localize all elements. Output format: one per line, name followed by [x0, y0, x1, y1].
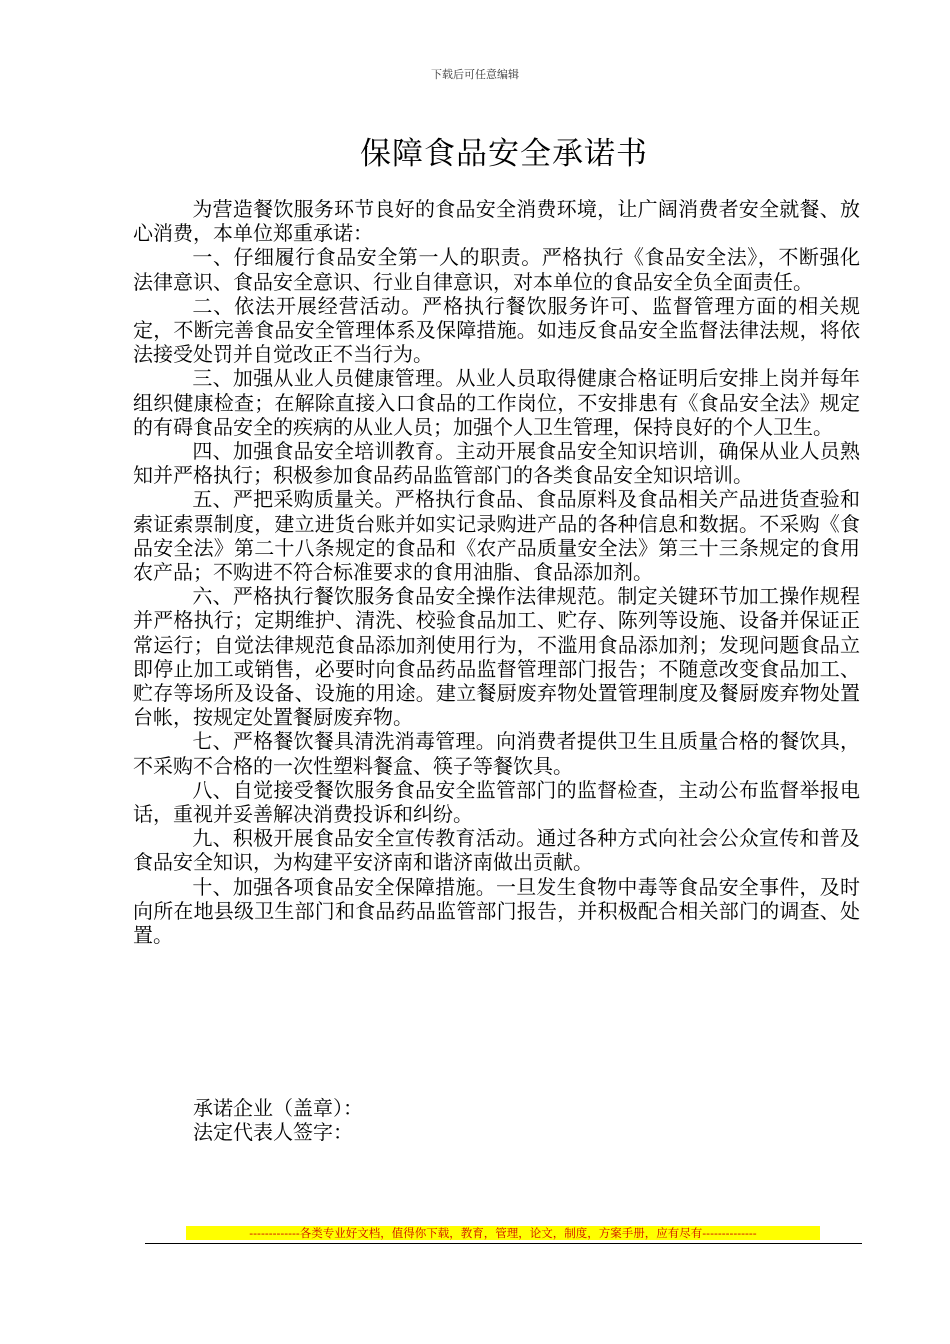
- paragraph-7: 七、严格餐饮餐具清洗消毒管理。向消费者提供卫生且质量合格的餐饮具，不采购不合格的一次性塑料餐盒、筷子等餐饮具。: [133, 729, 860, 778]
- paragraph-intro: 为营造餐饮服务环节良好的食品安全消费环境，让广阔消费者安全就餐、放心消费，本单位郑重承诺：: [133, 197, 860, 246]
- document-title: 保障食品安全承诺书: [360, 136, 648, 172]
- paragraph-5: 五、严把采购质量关。严格执行食品、食品原料及食品相关产品进货查验和索证索票制度，建立进货台账并如实记录购进产品的各种信息和数据。不采购《食品安全法》第二十八条规定的食品和《农产品质量安全法》第三十三条规定的食用农产品；不购进不符合标准要求的食用油脂、食品添加剂。: [133, 487, 860, 585]
- document-body: [133, 197, 860, 947]
- paragraph-9: 九、积极开展食品安全宣传教育活动。通过各种方式向社会公众宣传和普及食品安全知识，为构建平安济南和谐济南做出贡献。: [133, 826, 860, 875]
- paragraph-8: 八、自觉接受餐饮服务食品安全监管部门的监督检查，主动公布监督举报电话，重视并妥善解决消费投诉和纠纷。: [133, 777, 860, 827]
- paragraph-3: 三、加强从业人员健康管理。从业人员取得健康合格证明后安排上岗并每年组织健康检查；在解除直接入口食品的工作岗位，不安排患有《食品安全法》规定的有碍食品安全的疾病的从业人员；加强个人卫生管理，保持良好的个人卫生。: [133, 366, 860, 439]
- paragraph-2: 二、依法开展经营活动。严格执行餐饮服务许可、监督管理方面的相关规定，不断完善食品安全管理体系及保障措施。如违反食品安全监督法律法规，将依法接受处罚并自觉改正不当行为。: [133, 293, 860, 367]
- signature-company-label: 承诺企业（盖章）：: [193, 1096, 363, 1120]
- footer-divider: [145, 1243, 862, 1244]
- paragraph-1: 一、仔细履行食品安全第一人的职责。严格执行《食品安全法》，不断强化法律意识、食品安全意识、行业自律意识，对本单位的食品安全负全面责任。: [133, 245, 860, 294]
- page-header: 下载后可任意编辑: [431, 68, 519, 81]
- paragraph-6: 六、严格执行餐饮服务食品安全操作法律规范。制定关键环节加工操作规程并严格执行；定期维护、清洗、校验食品加工、贮存、陈列等设施、设备并保证正常运行；自觉法律规范食品添加剂使用行为，不滥用食品添加剂；发现问题食品立即停止加工或销售，必要时向食品药品监督管理部门报告；不随意改变食品加工、贮存等场所及设备、设施的用途。建立餐厨废弃物处置管理制度及餐厨废弃物处置台帐，按规定处置餐厨废弃物。: [133, 584, 860, 730]
- footer-banner: -------------各类专业好文档，值得你下载，教育，管理，论文，制度，方案手册，应有尽有--------------: [186, 1226, 820, 1240]
- paragraph-10: 十、加强各项食品安全保障措施。一旦发生食物中毒等食品安全事件，及时向所在地县级卫生部门和食品药品监管部门报告，并积极配合相关部门的调查、处置。: [133, 874, 860, 948]
- paragraph-4: 四、加强食品安全培训教育。主动开展食品安全知识培训，确保从业人员熟知并严格执行；积极参加食品药品监管部门的各类食品安全知识培训。: [133, 439, 860, 488]
- signature-representative-label: 法定代表人签字：: [193, 1120, 353, 1144]
